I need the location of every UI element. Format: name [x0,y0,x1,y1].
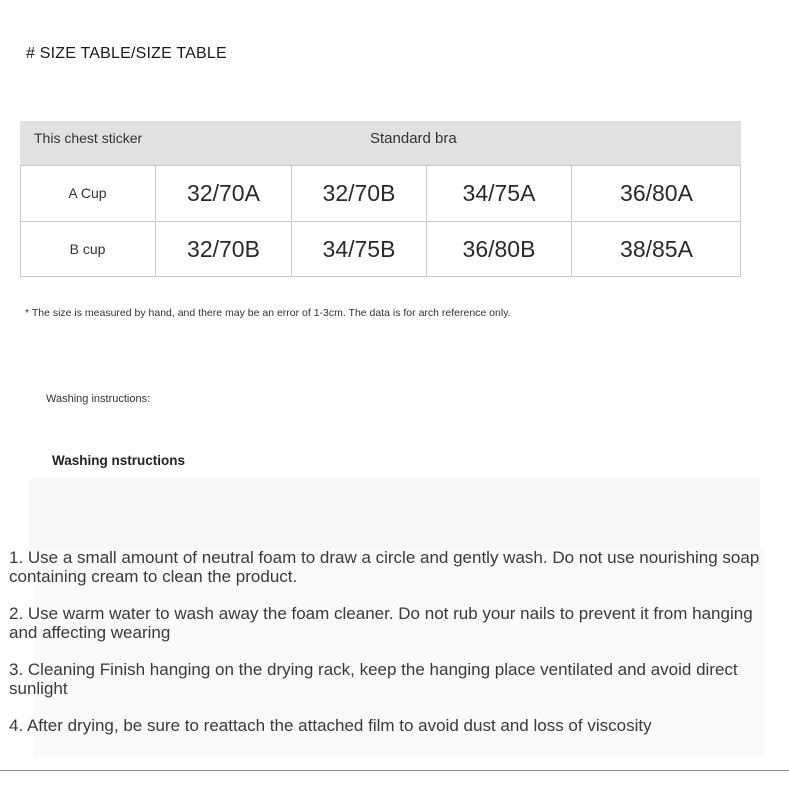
size-cell: 34/75A [426,166,571,220]
row-label: A Cup [68,185,107,201]
size-cell: 32/70B [155,222,291,276]
instruction-item: 4. After drying, be sure to reattach the attached film to avoid dust and loss of viscosity [9,716,652,735]
size-table [20,121,741,276]
size-cell: 36/80A [571,166,741,220]
divider [0,770,789,771]
background-band [30,478,760,553]
table-row [21,166,740,220]
header-standard-bra: Standard bra [370,130,457,147]
instruction-item: 1. Use a small amount of neutral foam to draw a circle and gently wash. Do not use nourishing soap containing cream to clean the product. [9,548,760,586]
size-cell: 34/75B [291,222,426,276]
table-row [21,221,740,276]
corner-label: This chest sticker [34,130,143,146]
page-title: # SIZE TABLE/SIZE TABLE [26,45,227,62]
size-grid [20,165,741,277]
instruction-item: 3. Cleaning Finish hanging on the drying rack, keep the hanging place ventilated and avoid direct sunlight [9,660,738,698]
size-cell: 32/70A [155,166,291,220]
instruction-item: 2. Use warm water to wash away the foam cleaner. Do not rub your nails to prevent it from hanging and affecting wearing [9,604,753,642]
row-label: B cup [69,241,106,257]
measurement-note: * The size is measured by hand, and there may be an error of 1-3cm. The data is for arch reference only. [25,307,511,319]
size-cell: 36/80B [426,222,571,276]
washing-label: Washing instructions: [46,393,151,405]
size-cell: 32/70B [291,166,426,220]
size-table-header [20,121,741,165]
size-cell: 38/85A [571,222,741,276]
washing-heading: Washing nstructions [52,453,186,468]
instruction-list [9,548,785,753]
